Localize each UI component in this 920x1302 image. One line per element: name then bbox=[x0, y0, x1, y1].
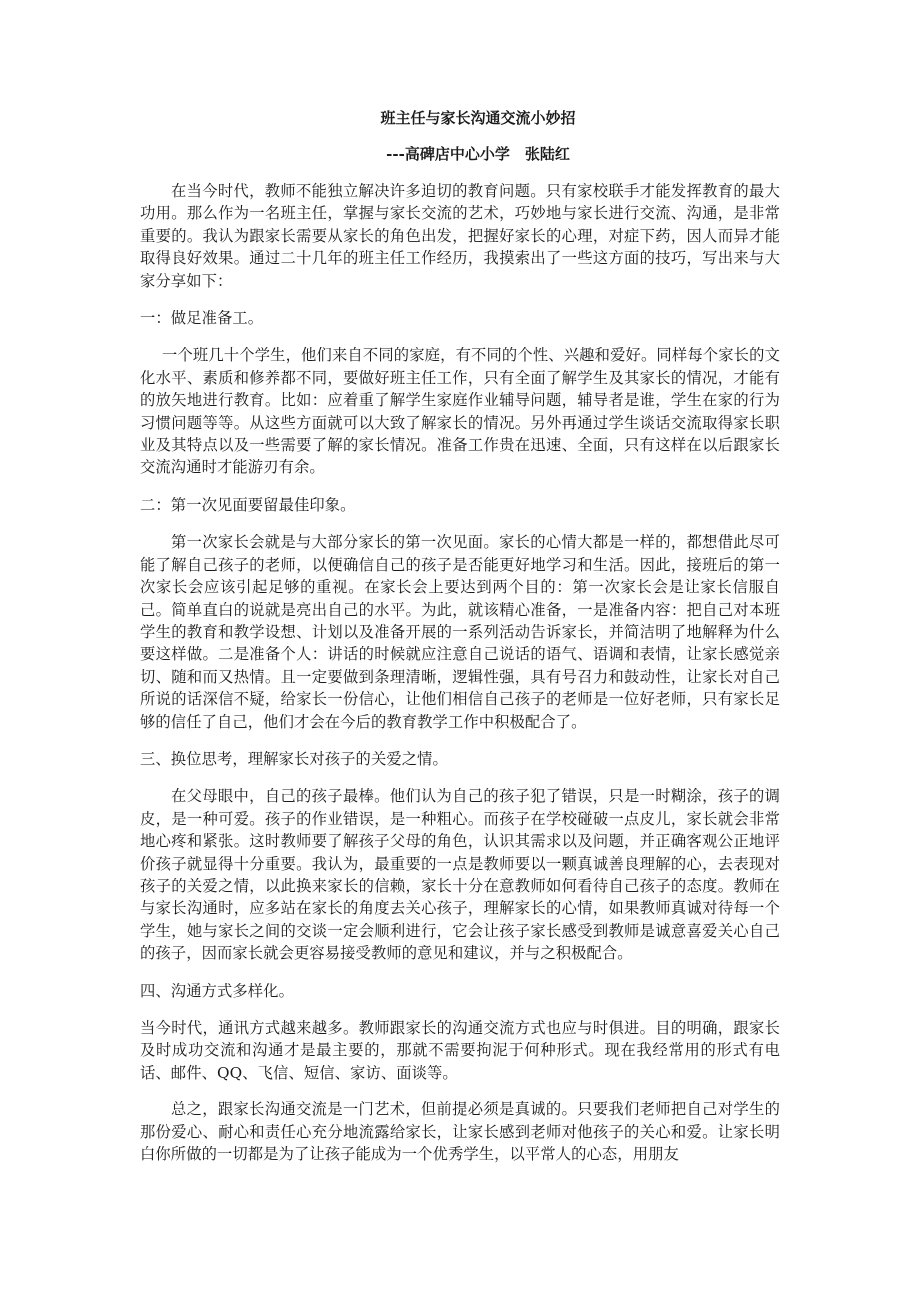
paragraph-gap bbox=[140, 1084, 780, 1098]
section-heading-3: 三、换位思考，理解家长对孩子的关爱之情。 bbox=[140, 749, 448, 768]
document-subtitle: ---高碑店中心小学 张陆红 bbox=[386, 145, 570, 163]
section-body-3: 在父母眼中，自己的孩子最棒。他们认为自己的孩子犯了错误，只是一时糊涂，孩子的调皮，是一种可爱。孩子的作业错误，是一种粗心。而孩子在学校碰破一点皮儿，家长就会非常地心疼和紧张。这时教师要了解孩子父母的角色，认识其需求以及问题，并正确客观公正地评价孩子就显得十分重要。我认为，最重要的一点是教师要以一颗真诚善良理解的心，去表现对孩子的关爱之情，以此换来家长的信赖，家长十分在意教师如何看待自己孩子的态度。教师在与家长沟通时，应多站在家长的角度去关心孩子，理解家长的心情，如果教师真诚对待每一个学生，她与家长之间的交谈一定会顺利进行，它会让孩子家长感受到教师是诚意喜爱关心自己的孩子，因而家长就会更容易接受教师的意见和建议，并与之积极配合。 bbox=[140, 787, 780, 963]
section-body-2: 第一次家长会就是与大部分家长的第一次见面。家长的心情大都是一样的，都想借此尽可能了解自己孩子的老师，以便确信自己的孩子是否能更好地学习和生活。因此，接班后的第一次家长会应该引起足够的重视。在家长会上要达到两个目的：第一次家长会是让家长信服自己。简单直白的说就是亮出自己的水平。为此，就该精心准备，一是准备内容：把自己对本班学生的教育和教学设想、计划以及准备开展的一系列活动告诉家长，并简洁明了地解释为什么要这样做。二是准备个人：讲话的时候就应注意自己说话的语气、语调和表情，让家长感觉亲切、随和而又热情。且一定要做到条理清晰，逻辑性强，具有号召力和鼓动性，让家长对自己所说的话深信不疑，给家长一份信心，让他们相信自己孩子的老师是一位好老师，只有家长足够的信任了自己，他们才会在今后的教育教学工作中积极配合了。 bbox=[140, 533, 780, 731]
document-page bbox=[140, 108, 780, 1165]
section-body-1: 一个班几十个学生，他们来自不同的家庭，有不同的个性、兴趣和爱好。同样每个家长的文化水平、素质和修养都不同，要做好班主任工作，只有全面了解学生及其家长的情况，才能有的放矢地进行教育。比如：应着重了解学生家庭作业辅导问题，辅导者是谁，学生在家的行为习惯问题等等。从这些方面就可以大致了解家长的情况。另外再通过学生谈话交流取得家长职业及其特点以及一些需要了解的家长情况。准备工作贵在迅速、全面，只有这样在以后跟家长交流沟通时才能游刃有余。 bbox=[140, 346, 780, 477]
conclusion-paragraph: 总之，跟家长沟通交流是一门艺术，但前提必须是真诚的。只要我们老师把自己对学生的那份爱心、耐心和责任心充分地流露给家长，让家长感到老师对他孩子的关心和爱。让家长明白你所做的一切都是为了让孩子能成为一个优秀学生，以平常人的心态，用朋友 bbox=[140, 1100, 780, 1164]
document-title: 班主任与家长沟通交流小妙招 bbox=[380, 109, 576, 127]
section-heading-2: 二：第一次见面要留最佳印象。 bbox=[140, 495, 356, 514]
section-body-4: 当今时代，通讯方式越来越多。教师跟家长的沟通交流方式也应与时俱进。目的明确，跟家长及时成功交流和沟通才是最主要的，那就不需要拘泥于何种形式。现在我经常用的形式有电话、邮件、QQ、飞信、短信、家访、面谈等。 bbox=[140, 1019, 780, 1082]
section-heading-1: 一：做足准备工。 bbox=[140, 309, 264, 328]
section-heading-4: 四、沟通方式多样化。 bbox=[140, 981, 294, 1000]
intro-paragraph: 在当今时代，教师不能独立解决许多迫切的教育问题。只有家校联手才能发挥教育的最大功用。那么作为一名班主任，掌握与家长交流的艺术，巧妙地与家长进行交流、沟通，是非常重要的。我认为跟家长需要从家长的角色出发，把握好家长的心理，对症下药，因人而异才能取得良好效果。通过二十几年的班主任工作经历，我摸索出了一些这方面的技巧，写出来与大家分享如下： bbox=[140, 182, 780, 290]
